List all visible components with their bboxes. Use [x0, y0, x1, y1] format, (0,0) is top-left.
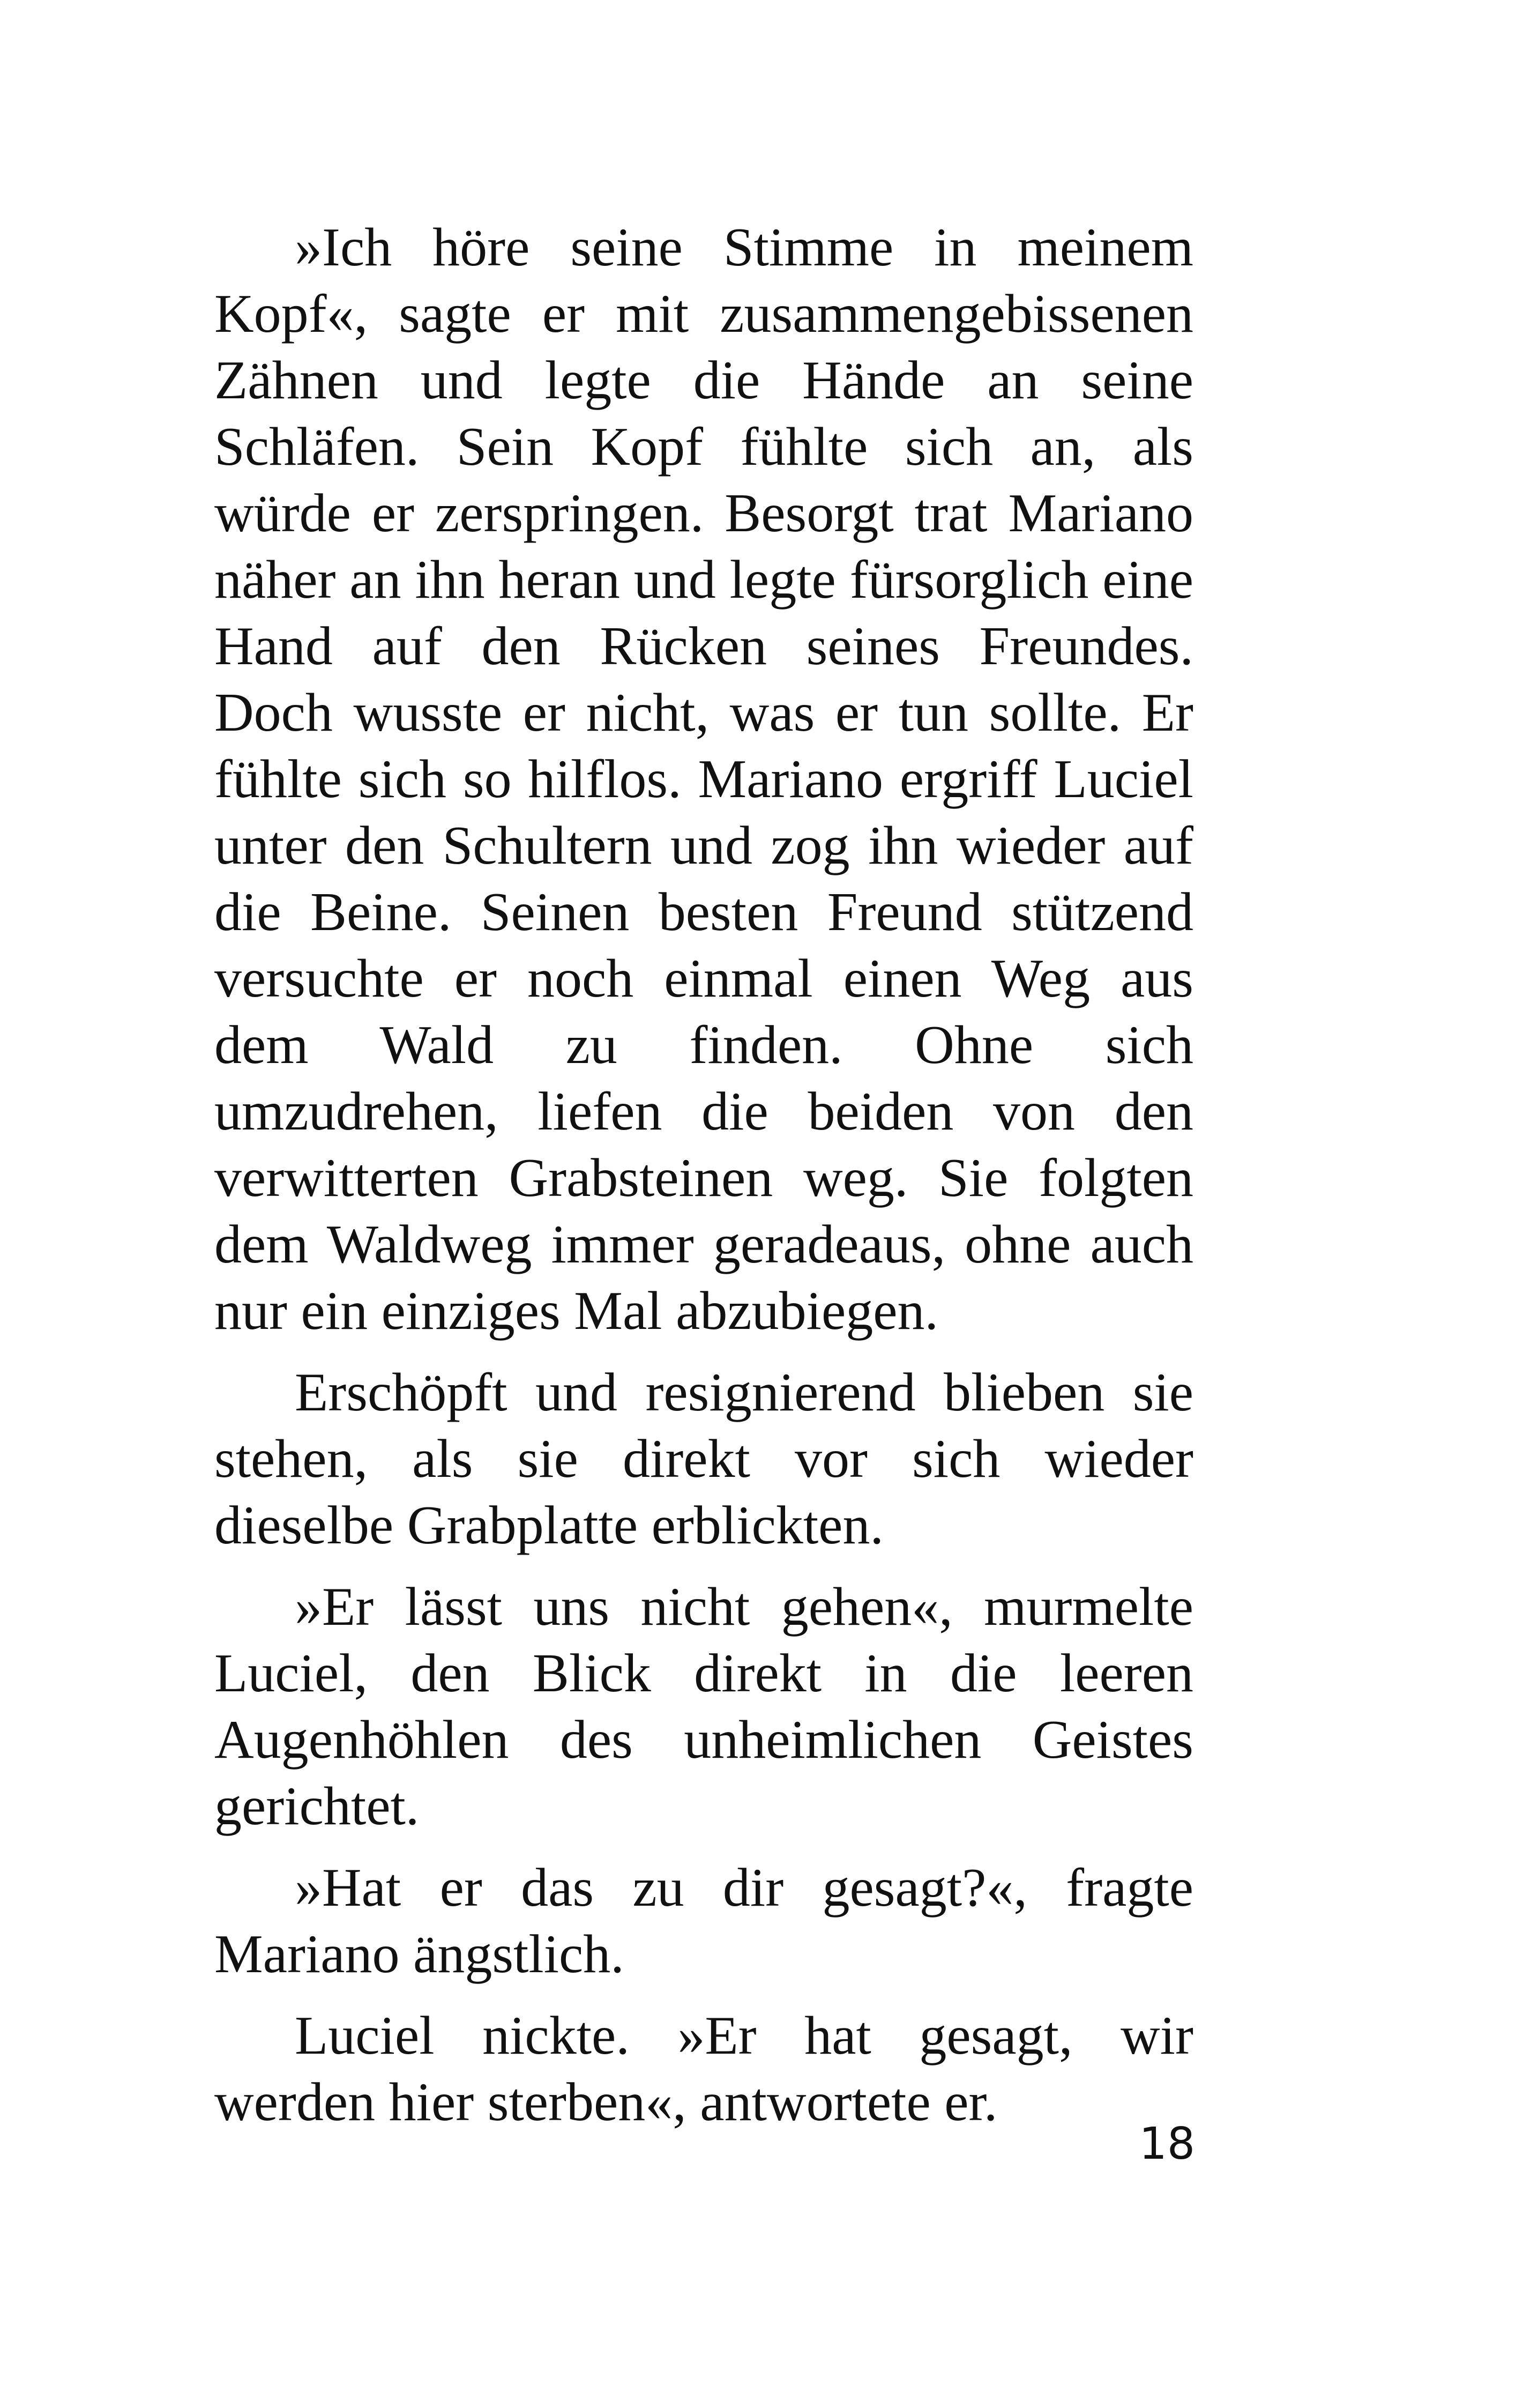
paragraph-5: Luciel nickte. »Er hat gesagt, wir werden hier sterben«, antwortete er. [214, 2005, 1193, 2132]
paragraph-4: »Hat er das zu dir gesagt?«, fragte Mariano ängstlich. [214, 1857, 1193, 1985]
paragraph-2: Erschöpft und resignierend blieben sie stehen, als sie direkt vor sich wieder dieselbe Grabplatte erblickten. [214, 1362, 1193, 1556]
body-text [214, 214, 1193, 2151]
paragraph-1: »Ich höre seine Stimme in meinem Kopf«, sagte er mit zusammengebissenen Zähnen und legte die Hände an seine Schläfen. Sein Kopf fühlte sich an, als würde er zerspringen. Besorgt trat Mariano näher an ihn heran und legte fürsorglich eine Hand auf den Rücken seines Freundes. Doch wusste er nicht, was er tun sollte. Er fühlte sich so hilflos. Mariano ergriff Luciel unter den Schultern und zog ihn wieder auf die Beine. Seinen besten Freund stützend versuchte er noch einmal einen Weg aus dem Wald zu finden. Ohne sich umzudrehen, liefen die beiden von den verwitterten Grabsteinen weg. Sie folgten dem Waldweg immer geradeaus, ohne auch nur ein einziges Mal abzubiegen. [214, 217, 1193, 1341]
page-number: 18 [1139, 2119, 1195, 2169]
paragraph-3: »Er lässt uns nicht gehen«, murmelte Luciel, den Blick direkt in die leeren Augenhöhlen des unheimlichen Geistes gerichtet. [214, 1577, 1193, 1837]
